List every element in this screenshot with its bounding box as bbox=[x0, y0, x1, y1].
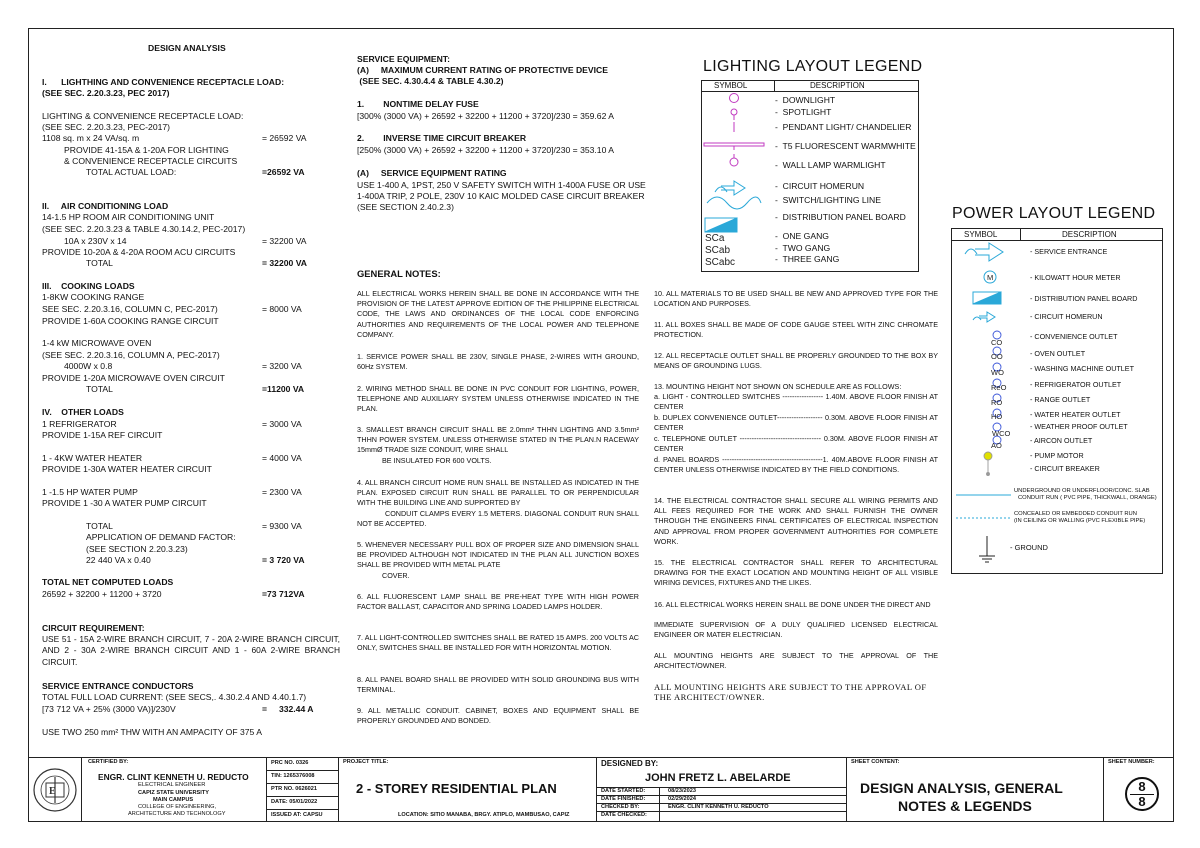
note-13d: d. PANEL BOARDS ------------------------------------------1. 40M.ABOVE FLOOR FINISH AT CENTER UNLESS OTHERWISE INDICATED BY THE FIELD CONDITIONS. bbox=[654, 455, 938, 475]
se-equip-heading: SERVICE EQUIPMENT: bbox=[357, 54, 450, 64]
se-line1: TOTAL FULL LOAD CURRENT: (SEE SECS,. 4.30.2.4 AND 4.40.1.7) bbox=[42, 692, 307, 702]
se-equip-h2: 2. INVERSE TIME CIRCUIT BREAKER bbox=[357, 133, 527, 143]
se-equip-r3: (SEE SECTION 2.40.2.3) bbox=[357, 202, 454, 212]
wall-lamp-icon bbox=[730, 158, 738, 166]
lighting-item-4: - WALL LAMP WARMLIGHT bbox=[775, 160, 886, 170]
oo-label: OO bbox=[991, 352, 1003, 361]
lighting-item-7: - DISTRIBUTION PANEL BOARD bbox=[775, 212, 906, 222]
se-equip-r2: 1-400A TRIP, 2 POLE, 230V 10 KAIC MOLDED CASE CIRCUIT BREAKER bbox=[357, 191, 645, 201]
s4-value5: = 2300 VA bbox=[262, 487, 302, 497]
s3-line8: TOTAL bbox=[86, 384, 113, 394]
title-block bbox=[28, 757, 1174, 822]
switch-line-icon bbox=[707, 197, 761, 209]
gang-label-0: SCa bbox=[705, 233, 725, 244]
s1-line1: LIGHTING & CONVENIENCE RECEPTACLE LOAD: bbox=[42, 111, 244, 121]
lighting-item-1: - SPOTLIGHT bbox=[775, 107, 832, 117]
se-value2: = 332.44 A bbox=[262, 704, 314, 714]
s3-value2: = 8000 VA bbox=[262, 304, 302, 314]
date-checked-label: DATE CHECKED: bbox=[601, 812, 647, 818]
note-14: 14. THE ELECTRICAL CONTRACTOR SHALL SECURE ALL WIRING PERMITS AND ALL FEES REQUIRED FOR THE WORK AND SHALL FURNISH THE OWNER THROUGH THE ENGINEERS FINAL CERTIFICATES OF ELECTRICAL INSPECTION AND APPROVAL FROM PROPER GOVERNMENT AUTHORITIES FOR COMPLETE WORK. bbox=[654, 496, 938, 546]
general-notes-heading: GENERAL NOTES: bbox=[357, 268, 441, 279]
spotlight-icon bbox=[731, 109, 737, 115]
school: CAPIZ STATE UNIVERSITY bbox=[138, 790, 209, 796]
cr-text: USE 51 - 15A 2-WIRE BRANCH CIRCUIT, 7 - 20A 2-WIRE BRANCH CIRCUIT, AND 2 - 30A 2-WIRE BRANCH CIRCUIT AND 1 - 60A 2-WIRE BRANCH CIRCUIT. bbox=[42, 634, 340, 667]
circuit-homerun-icon bbox=[721, 181, 745, 195]
power-item-1: - KILOWATT HOUR METER bbox=[1030, 273, 1121, 282]
power-item-2: - DISTRIBUTION PANEL BOARD bbox=[1030, 294, 1138, 303]
note-12: 12. ALL RECEPTACLE OUTLET SHALL BE PROPERLY GROUNDED TO THE BOX BY MEANS OF GROUNDING LUGS. bbox=[654, 351, 938, 371]
s4-value3: = 4000 VA bbox=[262, 453, 302, 463]
cr-heading: CIRCUIT REQUIREMENT: bbox=[42, 623, 145, 633]
s3-value8: =11200 VA bbox=[262, 384, 305, 394]
note-6: 6. ALL FLUORESCENT LAMP SHALL BE PRE-HEAT TYPE WITH HIGH POWER FACTOR BALLAST, CAPACITOR AND SPRING LOADED LAMPS HOLDER. bbox=[357, 592, 639, 612]
s1-ref: (SEE SEC. 2.20.3.23, PEC 2017) bbox=[42, 88, 170, 98]
date-started: 08/23/2023 bbox=[668, 788, 696, 794]
note-1: 1. SERVICE POWER SHALL BE 230V, SINGLE PHASE, 2-WIRES WITH GROUND, 60Hz SYSTEM. bbox=[357, 352, 639, 372]
t5-fluorescent-icon bbox=[704, 143, 764, 146]
power-legend-title: POWER LAYOUT LEGEND bbox=[952, 205, 1156, 222]
note-3b: BE INSULATED FOR 600 VOLTS. bbox=[382, 456, 492, 465]
ho-label: HO bbox=[991, 412, 1003, 421]
sheet-number-badge bbox=[1125, 777, 1159, 811]
lighting-item-8: - ONE GANG bbox=[775, 231, 829, 241]
sheet-number: 8 bbox=[1138, 779, 1146, 794]
note-15: 15. THE ELECTRICAL CONTRACTOR SHALL REFER TO ARCHITECTURAL DRAWING FOR THE EXACT LOCATION AND MOUNTING HEIGHT OF ALL VISIBLE WIRING DEVICES, FIXTURES AND THE LIKES. bbox=[654, 558, 938, 588]
designer-name: JOHN FRETZ L. ABELARDE bbox=[645, 772, 791, 784]
s1-line6: TOTAL ACTUAL LOAD: bbox=[86, 167, 177, 177]
se-equip-a: (A) MAXIMUM CURRENT RATING OF PROTECTIVE DEVICE bbox=[357, 65, 608, 75]
se-equip-r1: USE 1-400 A, 1PST, 250 V SAFETY SWITCH WITH 1-400A FUSE OR USE bbox=[357, 180, 646, 190]
se-equip-a-ref: (SEE SEC. 4.30.4.4 & TABLE 4.30.2) bbox=[357, 76, 504, 86]
note-4: 4. ALL BRANCH CIRCUIT HOME RUN SHALL BE INSTALLED AS INDICATED IN THE PLAN. EXPOSED CIRCUIT RUN SHALL BE PARALLEL TO OR PERPENDICULAR WITH THE BUILDING LINE AND SUPPORTED BY bbox=[357, 478, 639, 508]
power-item-12: - PUMP MOTOR bbox=[1030, 451, 1084, 460]
s4-value10: = 3 720 VA bbox=[262, 555, 305, 565]
net-heading: TOTAL NET COMPUTED LOADS bbox=[42, 577, 174, 587]
s4-value1: = 3000 VA bbox=[262, 419, 302, 429]
s2-line2: (SEE SEC. 2.20.3.23 & TABLE 4.30.14.2, PEC-2017) bbox=[42, 224, 246, 234]
se-equip-rating: (A) SERVICE EQUIPMENT RATING bbox=[357, 168, 507, 178]
ao-label: AO bbox=[991, 441, 1002, 450]
note-13a: a. LIGHT - CONTROLLED SWITCHES ----------------- 1.40M. ABOVE FLOOR FINISH AT CENTER bbox=[654, 392, 938, 412]
project-label: PROJECT TITLE: bbox=[343, 759, 389, 765]
note-7: 7. ALL LIGHT-CONTROLLED SWITCHES SHALL BE RATED 15 AMPS. 200 VOLTS AC ONLY, SWITCHES SHALL BE INSTALLED FOR WITH HORIZONTAL MOTION. bbox=[357, 633, 639, 653]
s2-value3: = 32200 VA bbox=[262, 236, 307, 246]
s4-line3: 1 - 4KW WATER HEATER bbox=[42, 453, 143, 463]
power-item-3: - CIRCUIT HOMERUN bbox=[1030, 312, 1103, 321]
gang-label-2: SCabc bbox=[705, 257, 736, 268]
s1-line2: (SEE SEC. 2.20.3.23, PEC-2017) bbox=[42, 122, 171, 132]
s1-line4: PROVIDE 41-15A & 1-20A FOR LIGHTING bbox=[64, 145, 229, 155]
note-5: 5. WHENEVER NECESSARY PULL BOX OF PROPER SIZE AND DIMENSION SHALL BE PROVIDED ALTHOUGH NOT INDICATED IN THE PLAN ALL JUNCTION BOXES SHALL BE PROVIDED WITH METAL PLATE bbox=[357, 540, 639, 570]
s1-line3: 1108 sq. m x 24 VA/sq. m bbox=[42, 133, 140, 143]
s1-value3: = 26592 VA bbox=[262, 133, 307, 143]
s2-line3: 10A x 230V x 14 bbox=[64, 236, 127, 246]
s1-line5: & CONVENIENCE RECEPTACLE CIRCUITS bbox=[64, 156, 238, 166]
s2-heading: II. AIR CONDITIONING LOAD bbox=[42, 201, 169, 211]
power-item-11: - AIRCON OUTLET bbox=[1030, 436, 1093, 445]
note-16a: 16. ALL ELECTRICAL WORKS HEREIN SHALL BE DONE UNDER THE DIRECT AND bbox=[654, 600, 931, 609]
s4-line5: 1 -1.5 HP WATER PUMP bbox=[42, 487, 138, 497]
underground-desc-2: CONDUIT RUN ( PVC PIPE, THICKWALL, ORANGE) bbox=[1018, 495, 1157, 501]
lighting-item-0: - DOWNLIGHT bbox=[775, 95, 836, 105]
note-8: 8. ALL PANEL BOARD SHALL BE PROVIDED WITH SOLID GROUNDING BUS WITH TERMINAL. bbox=[357, 675, 639, 695]
power-item-7: - REFRIGERATOR OUTLET bbox=[1030, 380, 1122, 389]
campus: MAIN CAMPUS bbox=[153, 797, 194, 803]
note-2: 2. WIRING METHOD SHALL BE DONE IN PVC CONDUIT FOR LIGHTING, POWER, TELEPHONE AND AUXILIARY SYSTEM UNLESS OTHERWISE INDICATED IN THE PLAN. bbox=[357, 384, 639, 414]
se-equip-f2: [250% (3000 VA) + 26592 + 32200 + 11200 + 3720]/230 = 353.10 A bbox=[357, 145, 614, 155]
college-line2: ARCHITECTURE AND TECHNOLOGY bbox=[128, 811, 226, 817]
se-heading: SERVICE ENTRANCE CONDUCTORS bbox=[42, 681, 194, 691]
se-line3: USE TWO 250 mm² THW WITH AN AMPACITY OF 375 A bbox=[42, 727, 262, 737]
underground-desc-1: UNDERGROUND OR UNDERFLOOR/CONC. SLAB bbox=[1014, 488, 1150, 494]
designed-label: DESIGNED BY: bbox=[601, 759, 659, 768]
s4-line4: PROVIDE 1-30A WATER HEATER CIRCUIT bbox=[42, 464, 212, 474]
power-col-symbol: SYMBOL bbox=[964, 230, 998, 239]
wo-label: WO bbox=[991, 368, 1004, 377]
note-13: 13. MOUNTING HEIGHT NOT SHOWN ON SCHEDULE ARE AS FOLLOWS: bbox=[654, 382, 902, 391]
ro-label: RO bbox=[991, 398, 1003, 407]
service-entrance-icon bbox=[975, 243, 1003, 261]
s4-line1: 1 REFRIGERATOR bbox=[42, 419, 117, 429]
s3-heading: III. COOKING LOADS bbox=[42, 281, 135, 291]
s2-line1: 14-1.5 HP ROOM AIR CONDITIONING UNIT bbox=[42, 212, 215, 222]
se-line2: [73 712 VA + 25% (3000 VA)]/230V bbox=[42, 704, 176, 714]
net-value1: =73 712VA bbox=[262, 589, 305, 599]
se-equip-h1: 1. NONTIME DELAY FUSE bbox=[357, 99, 479, 109]
project-location: LOCATION: SITIO MANABA, BRGY. ATIPLO, MAMBUSAO, CAPIZ bbox=[398, 812, 570, 818]
s3-line6: 4000W x 0.8 bbox=[64, 361, 113, 371]
svg-text:E: E bbox=[49, 786, 56, 797]
s2-line4: PROVIDE 10-20A & 4-20A ROOM ACU CIRCUITS bbox=[42, 247, 236, 257]
s4-value7: = 9300 VA bbox=[262, 521, 302, 531]
engineer-name: ENGR. CLINT KENNETH U. REDUCTO bbox=[98, 772, 249, 782]
lighting-item-5: - CIRCUIT HOMERUN bbox=[775, 181, 865, 191]
s3-line2: SEE SEC. 2.20.3.16, COLUMN C, PEC-2017) bbox=[42, 304, 218, 314]
note-11: 11. ALL BOXES SHALL BE MADE OF CODE GAUGE STEEL WITH ZINC CHROMATE PROTECTION. bbox=[654, 320, 938, 340]
net-line1: 26592 + 32200 + 11200 + 3720 bbox=[42, 589, 162, 599]
homerun-icon bbox=[979, 312, 995, 322]
power-item-9: - WATER HEATER OUTLET bbox=[1030, 410, 1121, 419]
s3-line3: PROVIDE 1-60A COOKING RANGE CIRCUIT bbox=[42, 316, 219, 326]
note-3: 3. SMALLEST BRANCH CIRCUIT SHALL BE 2.0mm² THHN LIGHTING AND 3.5mm² THHN POWER SYSTEM. UNLESS OTHERWISE STATED IN THE PLAN.N RACEWAY 15mmØ TRADE SIZE CONDUIT, WIRE SHALL bbox=[357, 425, 639, 455]
pump-motor-icon bbox=[984, 452, 992, 460]
lighting-item-3: - T5 FLUORESCENT WARMWHITE bbox=[775, 141, 916, 151]
lighting-item-6: - SWITCH/LIGHTING LINE bbox=[775, 195, 881, 205]
s3-line5: (SEE SEC. 2.20.3.16, COLUMN A, PEC-2017) bbox=[42, 350, 220, 360]
s4-line8: APPLICATION OF DEMAND FACTOR: bbox=[86, 532, 236, 542]
meter-label: M bbox=[987, 273, 994, 282]
power-item-13: - CIRCUIT BREAKER bbox=[1030, 464, 1100, 473]
lighting-legend-title: LIGHTING LAYOUT LEGEND bbox=[703, 58, 923, 75]
co-label: CO bbox=[991, 338, 1003, 347]
s4-line2: PROVIDE 1-15A REF CIRCUIT bbox=[42, 430, 163, 440]
finished-label: DATE FINISHED: bbox=[601, 796, 646, 802]
s1-value6: =26592 VA bbox=[262, 167, 305, 177]
s1-heading: I. LIGHTHING AND CONVENIENCE RECEPTACLE LOAD: bbox=[42, 77, 285, 87]
ground-icon bbox=[979, 536, 995, 562]
concealed-desc-1: CONCEALED OR EMBEDDED CONDUIT RUN bbox=[1014, 511, 1137, 517]
power-item-4: - CONVENIENCE OUTLET bbox=[1030, 332, 1118, 341]
date-issued: DATE: 05/01/2022 bbox=[271, 799, 318, 805]
se-equip-f1: [300% (3000 VA) + 26592 + 32200 + 11200 + 3720]/230 = 359.62 A bbox=[357, 111, 614, 121]
ground-desc: - GROUND bbox=[1010, 543, 1048, 552]
power-item-5: - OVEN OUTLET bbox=[1030, 349, 1086, 358]
note-0: ALL ELECTRICAL WORKS HEREIN SHALL BE DONE IN ACCORDANCE WITH THE PROVISION OF THE LATEST APPROVE EDITION OF THE PHILIPPINE ELECTRICAL CODE, THE LAWS AND ORDINANCES OF THE LOCAL CODE ENFORCING AUTHORITIES AND REQUIREMENTS OF THE LOCAL POWER AND TELEPHONE COMPANY. bbox=[357, 289, 639, 339]
power-item-0: - SERVICE ENTRANCE bbox=[1030, 247, 1108, 256]
note-9: 9. ALL METALLIC CONDUIT. CABINET, BOXES AND EQUIPMENT SHALL BE PROPERLY GROUNDED AND BONDED. bbox=[357, 706, 639, 726]
lighting-col-desc: DESCRIPTION bbox=[810, 81, 865, 90]
lighting-item-9: - TWO GANG bbox=[775, 243, 831, 253]
note-18: ALL MOUNTING HEIGHTS ARE SUBJECT TO THE APPROVAL OF THE ARCHITECT/OWNER. bbox=[654, 682, 927, 702]
certified-label: CERTIFIED BY: bbox=[88, 759, 129, 765]
gang-label-1: SCab bbox=[705, 245, 731, 256]
ptr-no: PTR NO. 0626021 bbox=[271, 786, 318, 792]
s2-line5: TOTAL bbox=[86, 258, 113, 268]
power-item-8: - RANGE OUTLET bbox=[1030, 395, 1091, 404]
reo-label: ReO bbox=[991, 383, 1007, 392]
dp-board-icon bbox=[973, 292, 1001, 304]
s3-line7: PROVIDE 1-20A MICROWAVE OVEN CIRCUIT bbox=[42, 373, 225, 383]
lighting-item-2: - PENDANT LIGHT/ CHANDELIER bbox=[775, 122, 912, 132]
sheet-content-2: NOTES & LEGENDS bbox=[898, 798, 1032, 814]
design-analysis-title: DESIGN ANALYSIS bbox=[148, 43, 226, 53]
university-seal-icon bbox=[32, 763, 78, 817]
tin-no: TIN: 1265376008 bbox=[271, 773, 315, 779]
project-title: 2 - STOREY RESIDENTIAL PLAN bbox=[356, 781, 557, 796]
date-finished: 02/29/2024 bbox=[668, 796, 696, 802]
wco-label: WCO bbox=[992, 429, 1011, 438]
power-item-6: - WASHING MACHINE OUTLET bbox=[1030, 364, 1134, 373]
s4-line10: 22 440 VA x 0.40 bbox=[86, 555, 151, 565]
note-5b: COVER. bbox=[382, 571, 410, 580]
engineer-role: ELECTRICAL ENGINEER bbox=[138, 782, 206, 788]
s3-value6: = 3200 VA bbox=[262, 361, 302, 371]
sheet-content-1: DESIGN ANALYSIS, GENERAL bbox=[860, 780, 1063, 796]
panel-board-icon bbox=[705, 218, 737, 232]
note-17: ALL MOUNTING HEIGHTS ARE SUBJECT TO THE APPROVAL OF THE ARCHITECT/OWNER. bbox=[654, 651, 938, 671]
note-16b: IMMEDIATE SUPERVISION OF A DULY QUALIFIED LICENSED ELECTRICAL ENGINEER OR MATER ELECTRICIAN. bbox=[654, 620, 938, 640]
s3-line4: 1-4 kW MICROWAVE OVEN bbox=[42, 338, 152, 348]
sheet-content-label: SHEET CONTENT: bbox=[851, 759, 900, 765]
s3-line1: 1-8KW COOKING RANGE bbox=[42, 292, 145, 302]
s4-line9: (SEE SECTION 2.20.3.23) bbox=[86, 544, 188, 554]
college-line1: COLLEGE OF ENGINEERING, bbox=[138, 804, 217, 810]
power-item-10: - WEATHER PROOF OUTLET bbox=[1030, 422, 1128, 431]
s2-value5: = 32200 VA bbox=[262, 258, 307, 268]
s4-line6: PROVIDE 1 -30 A WATER PUMP CIRCUIT bbox=[42, 498, 207, 508]
downlight-icon bbox=[730, 94, 739, 103]
checked-by: ENGR. CLINT KENNETH U. REDUCTO bbox=[668, 804, 769, 810]
started-label: DATE STARTED: bbox=[601, 788, 646, 794]
s4-line7: TOTAL bbox=[86, 521, 113, 531]
checked-label: CHECKED BY: bbox=[601, 804, 640, 810]
concealed-desc-2: (IN CEILING OR WALLING (PVC FLEXIBLE PIPE) bbox=[1014, 518, 1146, 524]
note-13c: c. TELEPHONE OUTLET ---------------------------------- 0.30M. ABOVE FLOOR FINISH AT CENTER bbox=[654, 434, 938, 454]
sheet-number-label: SHEET NUMBER: bbox=[1108, 759, 1155, 765]
note-4b: CONDUIT CLAMPS EVERY 1.5 METERS. DIAGONAL CONDUIT RUN SHALL NOT BE ACCEPTED. bbox=[357, 509, 639, 529]
lighting-col-symbol: SYMBOL bbox=[714, 81, 748, 90]
note-10: 10. ALL MATERIALS TO BE USED SHALL BE NEW AND APPROVED TYPE FOR THE LOCATION AND PURPOSES. bbox=[654, 289, 938, 309]
lighting-item-10: - THREE GANG bbox=[775, 254, 840, 264]
sheet-total: 8 bbox=[1138, 794, 1146, 809]
prc-no: PRC NO. 0326 bbox=[271, 760, 309, 766]
power-col-desc: DESCRIPTION bbox=[1062, 230, 1117, 239]
s4-heading: IV. OTHER LOADS bbox=[42, 407, 124, 417]
note-13b: b. DUPLEX CONVENIENCE OUTLET------------------- 0.30M. ABOVE FLOOR FINISH AT CENTER bbox=[654, 413, 938, 433]
issued-at: ISSUED AT: CAPSU bbox=[271, 812, 323, 818]
